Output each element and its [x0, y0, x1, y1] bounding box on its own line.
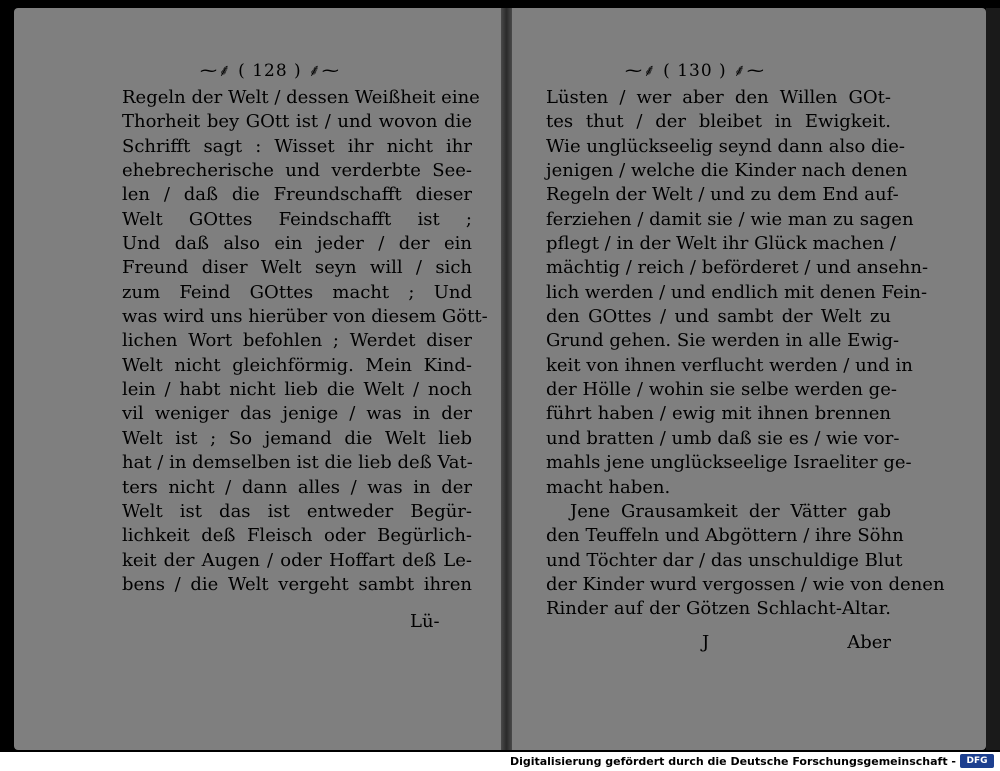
text-line: keit von ihnen verflucht werden / und in: [546, 354, 913, 376]
dfg-logo-icon: DFG: [960, 754, 994, 768]
left-page-text: [122, 86, 488, 597]
text-line: len / daß die Freundschafft dieser: [122, 184, 472, 206]
left-page-number: ⁓⸙ ( 128 ) ⸙⁓: [200, 61, 340, 81]
text-line: lichen Wort befohlen ; Werdet diser: [122, 330, 472, 352]
text-line: ters nicht / dann alles / was in der: [122, 476, 472, 498]
text-line: zum Feind GOttes macht ; Und: [122, 281, 472, 303]
text-line: tes thut / der bleibet in Ewigkeit.: [546, 111, 891, 133]
text-line: Regeln der Welt / dessen Weißheit eine: [122, 87, 480, 108]
page-edge: [986, 8, 1000, 750]
right-page-number: ⁓⸙ ( 130 ) ⸙⁓: [625, 61, 765, 81]
text-line: jenigen / welche die Kinder nach denen: [546, 160, 908, 182]
text-line: ehebrecherische und verderbte See-: [122, 160, 472, 182]
text-line: keit der Augen / oder Hoffart deß Le-: [122, 549, 472, 571]
text-line: Grund gehen. Sie werden in alle Ewig-: [546, 330, 900, 352]
text-line: macht haben.: [546, 476, 671, 498]
text-line: und bratten / umb daß sie es / wie vor-: [546, 427, 900, 449]
text-line: vil weniger das jenige / was in der: [122, 403, 472, 425]
right-page-text: [546, 86, 945, 622]
text-line: ferziehen / damit sie / wie man zu sagen: [546, 208, 914, 230]
text-line: den GOttes / und sambt der Welt zu: [546, 306, 891, 328]
text-line: was wird uns hierüber von diesem Gött-: [122, 306, 488, 328]
text-line: und Töchter dar / das unschuldige Blut: [546, 549, 903, 571]
text-line: Thorheit bey GOtt ist / und wovon die: [122, 111, 472, 133]
text-line: Freund diser Welt seyn will / sich: [122, 257, 472, 279]
text-line: Rinder auf der Götzen Schlacht-Altar.: [546, 598, 891, 620]
text-line: den Teuffeln und Abgöttern / ihre Söhn: [546, 525, 904, 547]
digitization-footer: [0, 752, 1000, 771]
text-line: Und daß also ein jeder / der ein: [122, 233, 472, 255]
right-catchword: Aber: [847, 632, 891, 653]
text-line: lein / habt nicht lieb die Welt / noch: [122, 379, 472, 401]
text-line: Welt ist das ist entweder Begür-: [122, 500, 472, 522]
funding-notice: Digitalisierung gefördert durch die Deutsche Forschungsgemeinschaft -: [509, 755, 956, 768]
text-line: hat / in demselben ist die lieb deß Vat-: [122, 452, 473, 474]
text-line: der Hölle / wohin sie selbe werden ge-: [546, 379, 897, 401]
text-line: mächtig / reich / beförderet / und ansehn-: [546, 257, 929, 279]
text-line: führt haben / ewig mit ihnen brennen: [546, 403, 891, 425]
text-line: Welt GOttes Feindschafft ist ;: [122, 208, 472, 230]
text-line: lich werden / und endlich mit denen Fein-: [546, 281, 928, 303]
text-line: pflegt / in der Welt ihr Glück machen /: [546, 233, 897, 255]
text-line: lichkeit deß Fleisch oder Begürlich-: [122, 525, 472, 547]
right-page-footer-line: [546, 632, 891, 656]
text-line: Regeln der Welt / und zu dem End auf-: [546, 184, 899, 206]
text-line: Welt ist ; So jemand die Welt lieb: [122, 427, 472, 449]
book-gutter: [501, 8, 512, 750]
text-line: Jene Grausamkeit der Vätter gab: [570, 500, 891, 522]
text-line: der Kinder wurd vergossen / wie von denen: [546, 573, 945, 595]
text-line: Schrifft sagt : Wisset ihr nicht ihr: [122, 135, 472, 157]
text-line: Welt nicht gleichförmig. Mein Kind-: [122, 354, 472, 376]
text-line: mahls jene unglückseelige Israeliter ge-: [546, 452, 912, 474]
signature-mark: J: [702, 632, 710, 653]
text-line: bens / die Welt vergeht sambt ihren: [122, 573, 472, 595]
left-catchword: Lü-: [410, 611, 440, 632]
text-line: Wie unglückseelig seynd dann also die-: [546, 135, 906, 157]
text-line: Lüsten / wer aber den Willen GOt-: [546, 87, 891, 108]
